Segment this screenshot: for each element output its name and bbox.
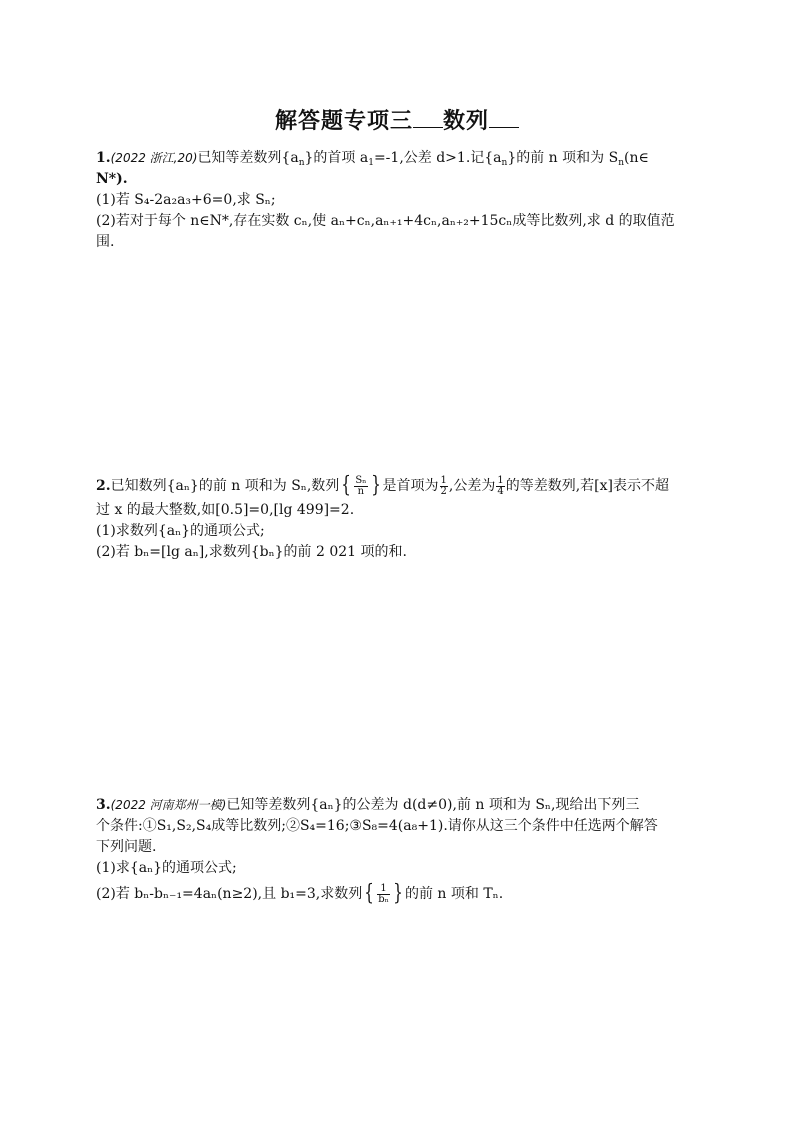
right-brace-icon: } bbox=[393, 881, 403, 906]
q3-source: (2022 河南郑州一模) bbox=[110, 798, 227, 812]
left-brace-icon: { bbox=[341, 473, 352, 498]
q3-line3: 下列问题. bbox=[96, 839, 157, 855]
left-brace-icon: { bbox=[364, 881, 375, 906]
q1-source: (2022 浙江,20) bbox=[110, 151, 198, 165]
q2-number: 2. bbox=[96, 478, 111, 494]
q2-fraction-quarter bbox=[496, 476, 504, 497]
q3-part2-b: 的前 n 项和 Tₙ. bbox=[404, 886, 504, 902]
q3-fraction-1-bn bbox=[377, 884, 390, 905]
q2-text-b: 是首项为 bbox=[382, 478, 439, 494]
q3-text-a: 已知等差数列{aₙ}的公差为 d(d≠0),前 n 项和为 Sₙ,现给出下列三 bbox=[226, 797, 640, 813]
fraction-numerator: 1 bbox=[497, 474, 504, 486]
q1-part2: (2)若对于每个 n∈N*,存在实数 cₙ,使 aₙ+cₙ,aₙ₊₁+4cₙ,aₙ₊₂+15cₙ成等比数列,求 d 的取值范 bbox=[96, 213, 675, 229]
question-3 bbox=[96, 795, 716, 909]
q3-line1 bbox=[96, 795, 716, 816]
q1-line2: N*). bbox=[96, 171, 128, 187]
right-brace-icon: } bbox=[370, 473, 381, 498]
q2-fraction-sn-n bbox=[354, 476, 367, 497]
q1-line1: 1.(2022 浙江,20)已知等差数列$\{a_n\}$的首项 $a_1=-1$,公差 d>1.记$\{a_n\}$的前 n 项和为 $S_n(n\in$ bbox=[96, 150, 649, 168]
question-1 bbox=[96, 148, 716, 253]
q3-part2-a: (2)若 bₙ-bₙ₋₁=4aₙ(n≥2),且 b₁=3,求数列 bbox=[96, 886, 363, 902]
title-topic: 数列 bbox=[443, 109, 490, 134]
q2-line2: 过 x 的最大整数,如[0.5]=0,[lg 499]=2. bbox=[96, 502, 355, 518]
fraction-numerator: Sₙ bbox=[355, 474, 367, 486]
fraction-denominator: 4 bbox=[497, 485, 504, 497]
q2-text-d: 的等差数列,若[x]表示不超 bbox=[505, 478, 669, 494]
fraction-denominator: bₙ bbox=[378, 893, 389, 905]
q1-part1: (1)若 S₄-2a₂a₃+6=0,求 Sₙ; bbox=[96, 192, 276, 208]
page-title bbox=[0, 104, 794, 135]
q1-text-a: 已知等差数列{a bbox=[197, 150, 299, 166]
question-2 bbox=[96, 472, 716, 563]
q2-part1: (1)求数列{aₙ}的通项公式; bbox=[96, 523, 265, 539]
q3-line2: 个条件:①S₁,S₂,S₄成等比数列;②S₄=16;③S₈=4(a₈+1).请你从这三个条件中任选两个解答 bbox=[96, 818, 658, 834]
q1-text-c: =-1,公差 d>1.记{a bbox=[373, 150, 502, 166]
q1-text-e: (n∈ bbox=[624, 150, 649, 166]
fraction-denominator: n bbox=[357, 485, 365, 497]
q1-number: 1. bbox=[96, 150, 111, 166]
q1-text-b: }的首项 a bbox=[304, 150, 369, 166]
q2-line1 bbox=[96, 472, 716, 500]
title-tail-line bbox=[489, 109, 519, 128]
q3-number: 3. bbox=[96, 797, 111, 813]
q3-part2 bbox=[96, 879, 716, 909]
title-blank-line bbox=[413, 109, 443, 128]
fraction-denominator: 2 bbox=[440, 485, 447, 497]
title-main: 解答题专项三 bbox=[274, 109, 413, 134]
q2-part2: (2)若 bₙ=[lg aₙ],求数列{bₙ}的前 2 021 项的和. bbox=[96, 544, 407, 560]
q2-text-c: ,公差为 bbox=[448, 478, 496, 494]
q3-part1: (1)求{aₙ}的通项公式; bbox=[96, 860, 237, 876]
q1-text-d: }的前 n 项和为 S bbox=[507, 150, 619, 166]
q2-text-a: 已知数列{aₙ}的前 n 项和为 Sₙ,数列 bbox=[110, 478, 340, 494]
q1-part2-cont: 围. bbox=[96, 234, 115, 250]
q2-fraction-half bbox=[440, 476, 448, 497]
fraction-numerator: 1 bbox=[377, 884, 390, 895]
fraction-numerator: 1 bbox=[440, 474, 447, 486]
